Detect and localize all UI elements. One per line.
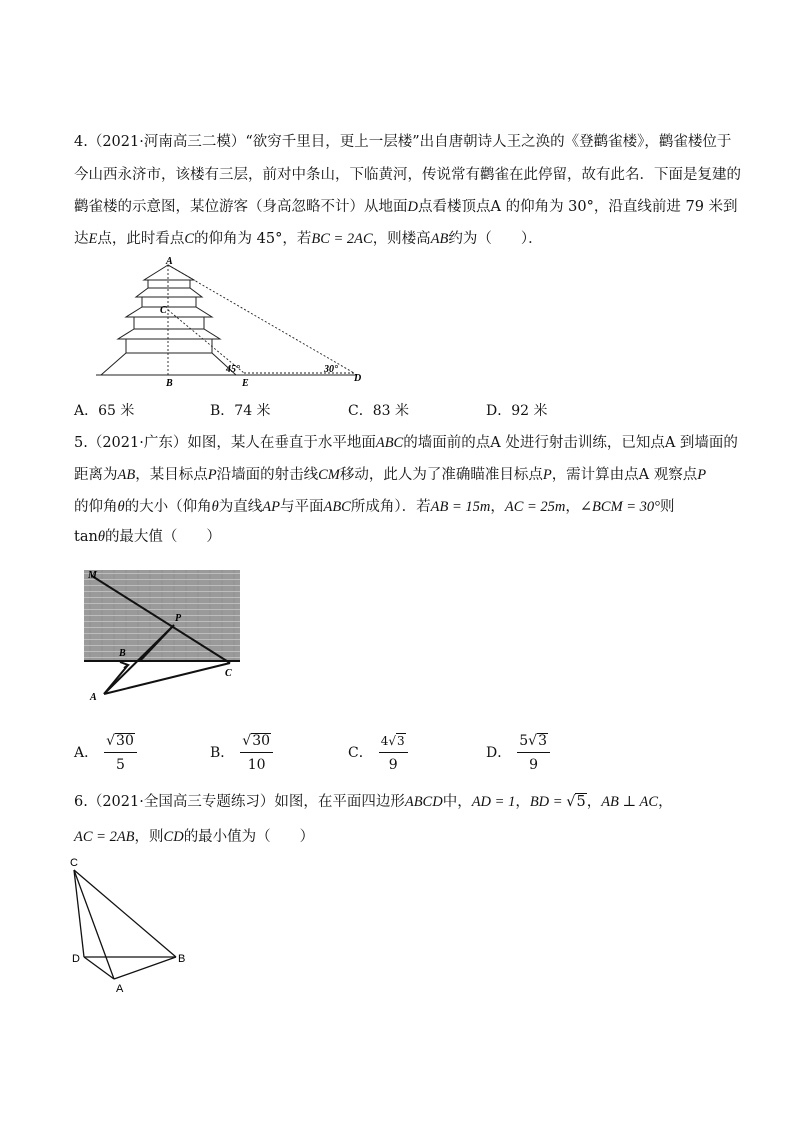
- q5-line-1: 5.（2021·广东）如图，某人在垂直于水平地面ABC的墙面前的点A 处进行射击训练，已知点A 到墙面的: [74, 435, 738, 451]
- tower-tier-1: [148, 280, 190, 288]
- label-angle-30: 30°: [324, 364, 338, 375]
- tower-eave-2: [126, 307, 212, 317]
- fraction: $\frac{4√3}{9}$: [379, 732, 408, 774]
- q4-line-3: 鹳雀楼的示意图，某位游客（身高忽略不计）从地面D点看楼顶点A 的仰角为 30°，沿直线前进 79 米到: [74, 199, 738, 215]
- label-B: B: [178, 953, 186, 965]
- segment-AC: [104, 663, 230, 694]
- tower-base: [101, 353, 236, 375]
- label-A: A: [116, 983, 124, 995]
- q5-line-3: 的仰角θ的大小（仰角θ为直线AP与平面ABC所成角）．若AB = 15m，AC = 25m，∠BCM = 30°则: [74, 499, 675, 515]
- fraction: $\frac{5√3}{9}$: [517, 732, 550, 774]
- q4-line-1: 4.（2021·河南高三二模）“欲穷千里目，更上一层楼”出自唐朝诗人王之涣的《登鹳雀楼》，鹳雀楼位于: [74, 134, 732, 150]
- fraction: $\frac{√30}{10}$: [240, 732, 273, 774]
- tower-tier-4: [126, 339, 212, 353]
- label-E: E: [242, 378, 249, 389]
- q4-option-D[interactable]: D．92 米: [486, 403, 548, 419]
- q4-line-2: 今山西永济市，该楼有三层，前对中条山，下临黄河，传说常有鹳雀在此停留，故有此名．下面是复建的: [74, 167, 741, 183]
- tower-tier-3: [134, 317, 204, 329]
- q6-quadrilateral-figure: [66, 852, 196, 1000]
- q6-line-2: AC = 2AB，则CD的最小值为（ ）: [74, 829, 315, 845]
- label-B: B: [166, 378, 173, 389]
- label-P: P: [175, 613, 182, 624]
- label-B: B: [119, 648, 126, 659]
- segment-AB: [114, 957, 176, 979]
- tower-eave-3: [118, 329, 220, 339]
- q4-tower-figure: [96, 255, 376, 390]
- label-C: C: [70, 857, 78, 869]
- label-A: A: [166, 256, 173, 267]
- sight-line-AD: [168, 265, 354, 373]
- label-D: D: [72, 953, 80, 965]
- label-M: M: [88, 570, 97, 581]
- q5-option-B[interactable]: B． $\frac{√30}{10}$: [210, 732, 273, 774]
- q4-option-C[interactable]: C．83 米: [348, 403, 409, 419]
- brick-wall: [84, 570, 240, 662]
- tower-roof-top: [144, 265, 194, 280]
- label-angle-45: 45°: [226, 364, 240, 375]
- label-D: D: [354, 373, 362, 384]
- label-C: C: [160, 305, 167, 316]
- q4-line-4: 达E点，此时看点C的仰角为 45°，若BC = 2AC，则楼高AB约为（ ）．: [74, 231, 543, 247]
- q6-line-1: 6.（2021·全国高三专题练习）如图，在平面四边形ABCD中，AD = 1，BD = √5，AB ⊥ AC，: [74, 794, 673, 810]
- q5-wall-figure: [84, 568, 259, 703]
- fraction: $\frac{√30}{5}$: [104, 732, 137, 774]
- tower-eave-1: [136, 288, 202, 297]
- q4-option-A[interactable]: A．65 米: [74, 403, 135, 419]
- q4-option-B[interactable]: B．74 米: [210, 403, 271, 419]
- tower-tier-2: [142, 297, 196, 307]
- q5-option-A[interactable]: A． $\frac{√30}{5}$: [74, 732, 137, 774]
- right-angle-mark: [120, 662, 128, 668]
- label-A: A: [90, 692, 97, 703]
- label-C: C: [225, 668, 232, 679]
- q5-line-2: 距离为AB，某目标点P沿墙面的射击线CM移动，此人为了准确瞄准目标点P，需计算由点A 观察点P: [74, 467, 707, 483]
- q5-option-D[interactable]: D． $\frac{5√3}{9}$: [486, 732, 550, 774]
- q5-line-4: tanθ的最大值（ ）: [74, 529, 221, 545]
- q5-option-C[interactable]: C． $\frac{4√3}{9}$: [348, 732, 408, 774]
